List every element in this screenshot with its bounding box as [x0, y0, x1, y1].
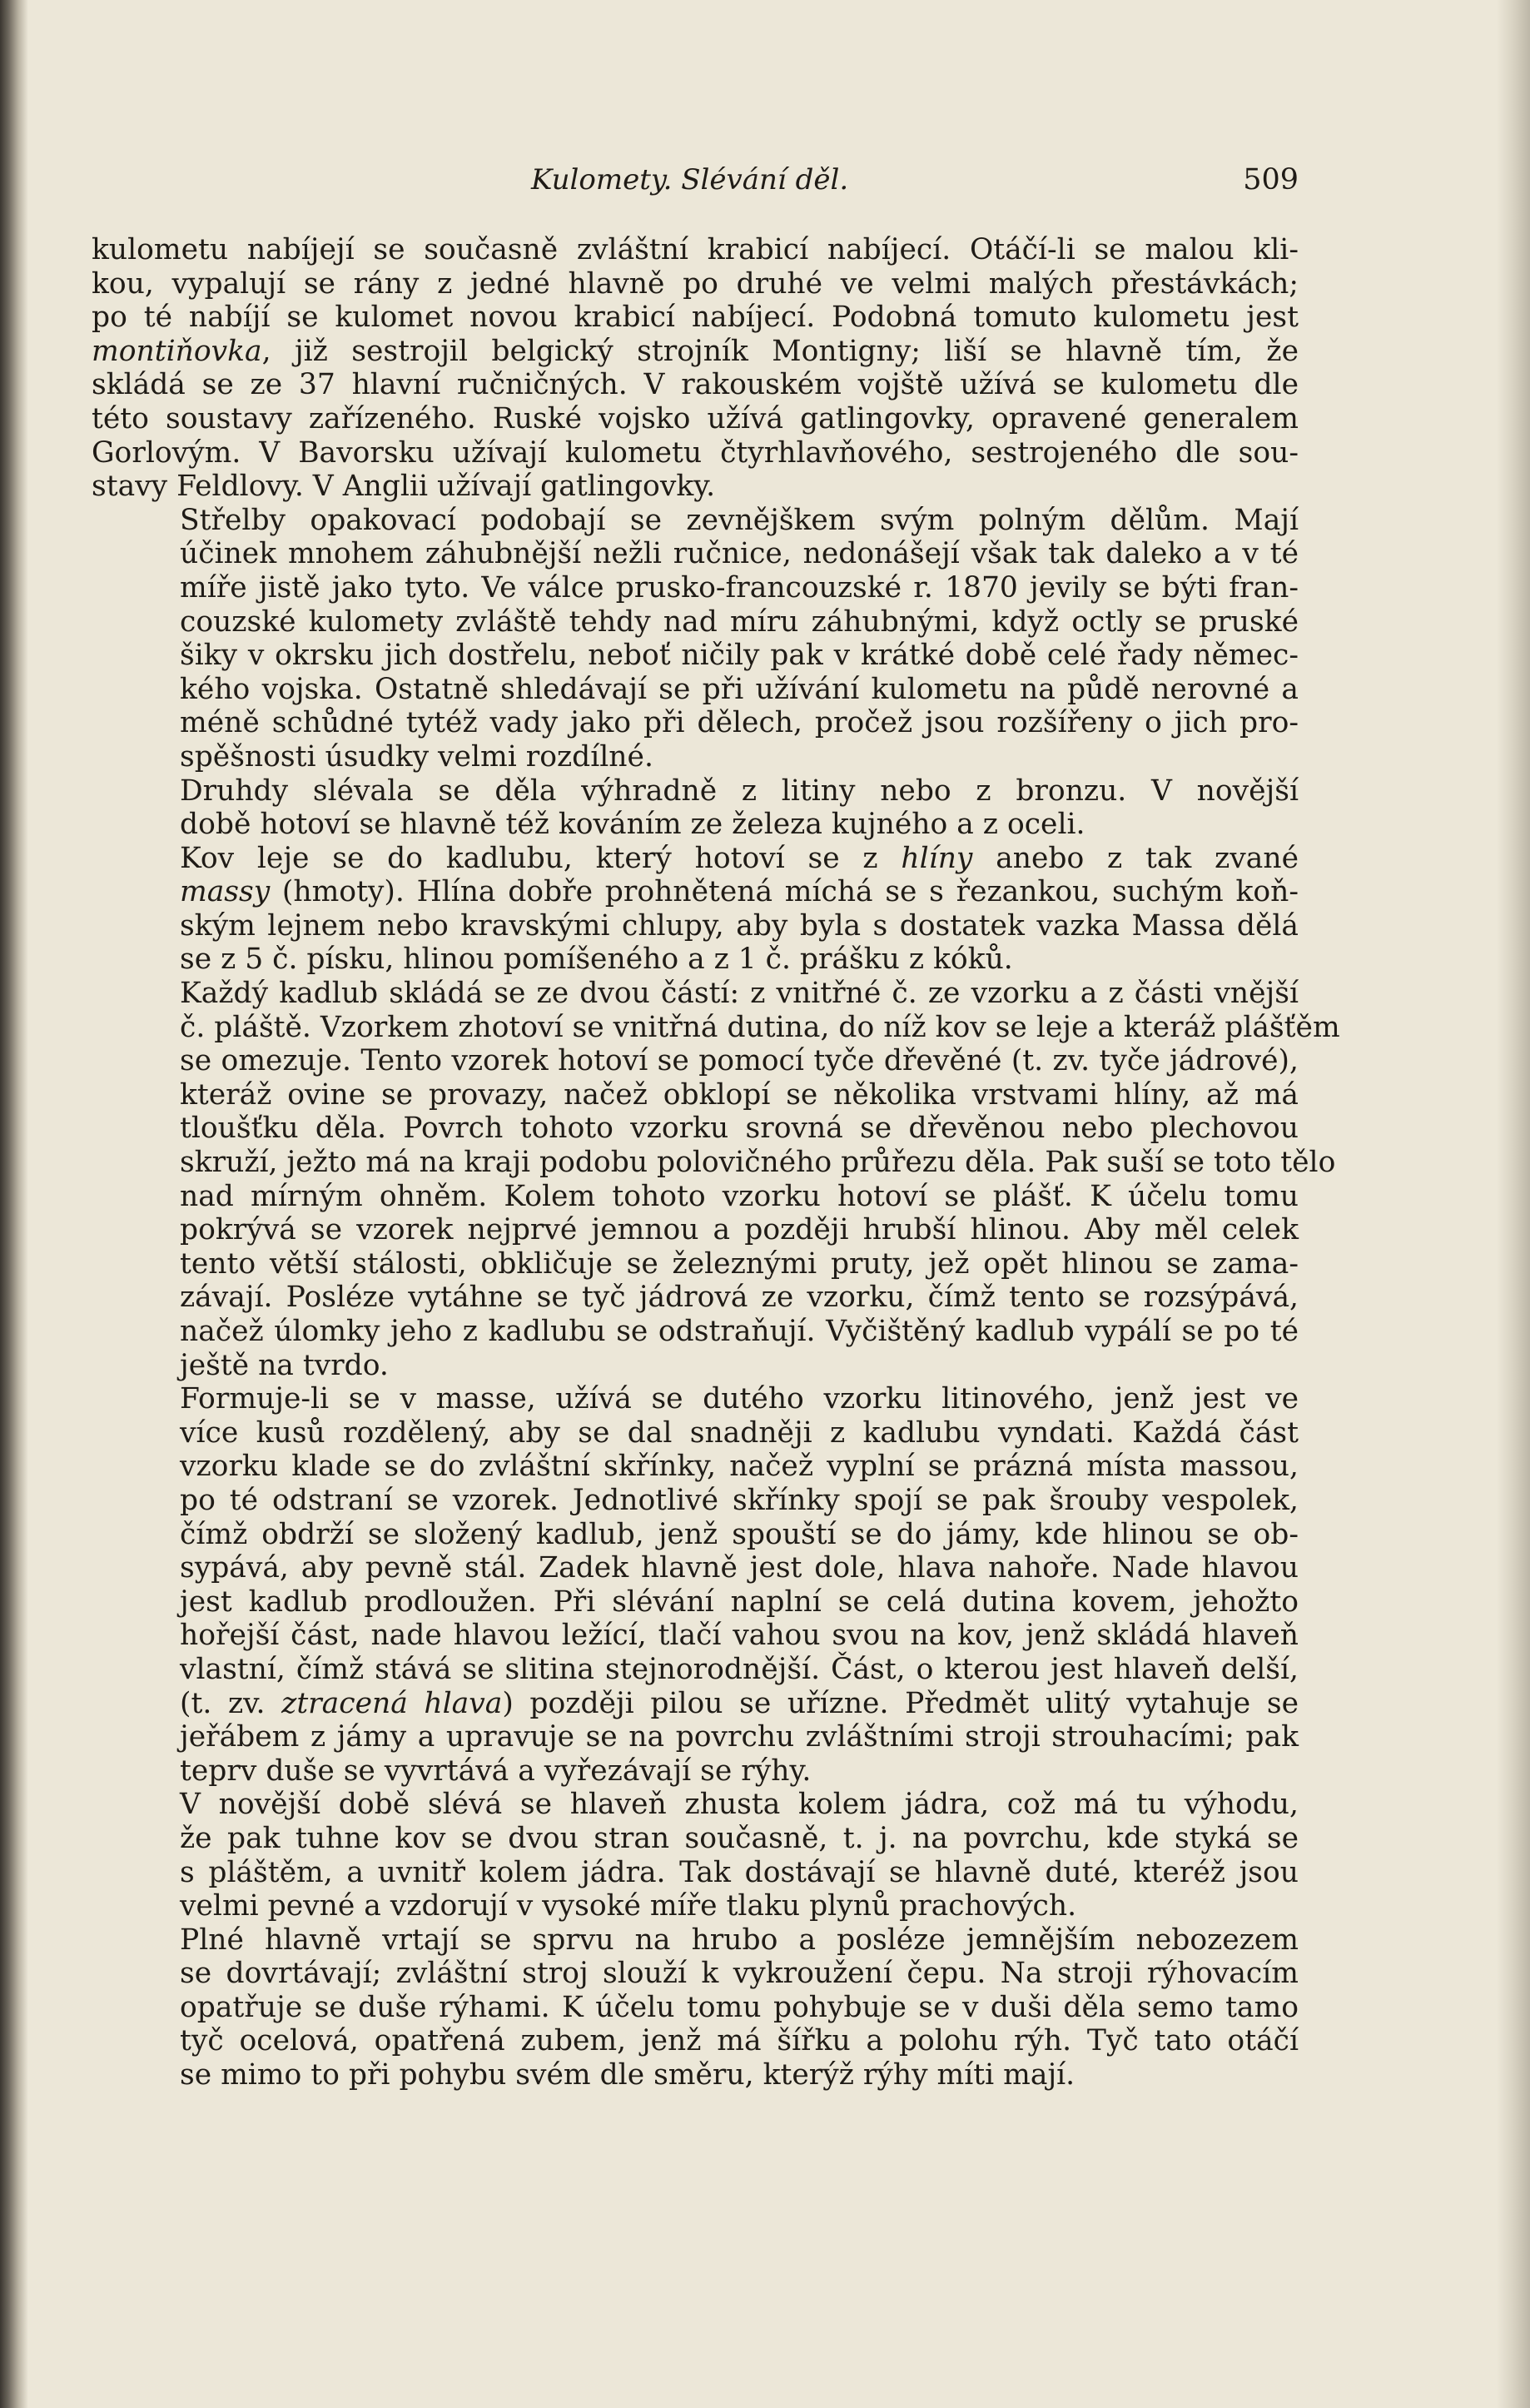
paragraph [92, 977, 1340, 1382]
text-run: ještě na tvrdo. [180, 1348, 389, 1382]
text-run: stavy Feldlovy. V Anglii užívají gatlingovky. [92, 470, 716, 504]
text-line [92, 1653, 1299, 1687]
text-line [92, 436, 1299, 470]
text-line [92, 1957, 1299, 1991]
text-run: velmi pevné a vzdorují v vysoké míře tlaku plynů prachových. [180, 1889, 1077, 1923]
text-line [92, 808, 1299, 842]
text-run: se omezuje. Tento vzorek hotoví se pomocí tyče dřevěné (t. zv. tyče jádrové), [180, 1044, 1299, 1078]
text-line [92, 1484, 1299, 1518]
text-line [92, 639, 1299, 673]
text-run: vzorku klade se do zvláštní skřínky, načež vyplní se prázná místa massou, [180, 1450, 1299, 1484]
text-run: jest kadlub prodloužen. Při slévání naplní se celá dutina kovem, jehožto [180, 1585, 1299, 1619]
text-line [92, 673, 1299, 707]
text-run: vlastní, čímž stává se slitina stejnorodnější. Část, o kterou jest hlaveň delší, [180, 1652, 1299, 1686]
text-run: ským lejnem nebo kravskými chlupy, aby byla s dostatek vazka Massa dělá [180, 908, 1299, 943]
text-run: míře jistě jako tyto. Ve válce prusko-francouzské r. 1870 jevily se býti fran- [180, 570, 1299, 604]
paragraph [92, 1382, 1299, 1788]
running-head: Kulomety. Slévání děl. [531, 163, 849, 197]
text-run: ) později pilou se uřízne. Předmět ulitý vytahuje se [502, 1686, 1299, 1720]
text-run: čímž obdrží se složený kadlub, jenž spouští se do jámy, kde hlinou se ob- [180, 1517, 1299, 1551]
text-run: teprv duše se vyvrtává a vyřezávají se rýhy. [180, 1754, 812, 1788]
text-run: s pláštěm, a uvnitř kolem jádra. Tak dostávají se hlavně duté, kteréž jsou [180, 1855, 1299, 1889]
text-run: že pak tuhne kov se dvou stran současně, t. j. na povrchu, kde styká se [180, 1821, 1299, 1855]
italic-term: massy [180, 875, 271, 909]
paragraph [92, 233, 1299, 504]
text-line [92, 1382, 1299, 1416]
text-line [92, 1416, 1299, 1450]
text-run: hořejší část, nade hlavou ležící, tlačí vahou svou na kov, jenž skládá hlaveň [180, 1619, 1299, 1653]
text-run: méně schůdné tytéž vady jako při dělech, pročež jsou rozšířeny o jich pro- [180, 706, 1299, 740]
text-run: závají. Posléze vytáhne se tyč jádrová ze vzorku, čímž tento se rozsýpává, [180, 1281, 1299, 1315]
text-line [92, 1687, 1299, 1721]
text-run: se dovrtávají; zvláštní stroj slouží k vykroužení čepu. Na stroji rýhovacím [180, 1957, 1299, 1991]
text-line [92, 774, 1299, 808]
text-line [92, 1010, 1340, 1045]
text-line [92, 2058, 1299, 2092]
paragraph [92, 1923, 1299, 2092]
text-run: Formuje-li se v masse, užívá se dutého vzorku litinového, jenž jest ve [180, 1382, 1299, 1416]
text-line [92, 1146, 1336, 1180]
page-binding-edge [0, 0, 28, 2408]
text-line [92, 1619, 1299, 1653]
text-line [92, 977, 1299, 1011]
text-line [92, 706, 1299, 740]
text-line [92, 504, 1299, 538]
text-run: skruží, ježto má na kraji podobu polovičného průřezu děla. Pak suší se toto tělo [180, 1146, 1336, 1180]
italic-term: montiňovka [92, 334, 262, 368]
text-run: kulometu nabíjejí se současně zvláštní krabicí nabíjecí. Otáčí-li se malou kli- [92, 233, 1299, 266]
text-run: sypává, aby pevně stál. Zadek hlavně jest dole, hlava nahoře. Nade hlavou [180, 1551, 1299, 1585]
text-run: Kov leje se do kadlubu, který hotoví se z [180, 841, 902, 875]
text-run: tyč ocelová, opatřená zubem, jenž má šířku a polohu rýh. Tyč tato otáčí [180, 2024, 1299, 2058]
text-line [92, 1822, 1299, 1856]
text-run: Plné hlavně vrtají se sprvu na hrubo a posléze jemnějším nebozezem [180, 1923, 1299, 1957]
text-line [92, 335, 1299, 369]
body-text [92, 233, 1340, 2092]
text-run: po té odstraní se vzorek. Jednotlivé skřínky spojí se pak šrouby vespolek, [180, 1483, 1299, 1517]
text-line [92, 842, 1299, 876]
text-run: couzské kulomety zvláště tehdy nad míru záhubnými, když octly se pruské [180, 604, 1299, 639]
text-run: (t. zv. [180, 1686, 282, 1720]
text-run: Každý kadlub skládá se ze dvou částí: z vnitřné č. ze vzorku a z části vnější [180, 977, 1299, 1011]
text-line [92, 470, 1299, 504]
text-line [92, 943, 1299, 977]
text-run: anebo z tak zvané [972, 841, 1299, 875]
text-run: po té nabíjí se kulomet novou krabicí nabíjecí. Podobná tomuto kulometu jest [92, 301, 1299, 335]
text-run: č. pláště. Vzorkem zhotoví se vnitřná dutina, do níž kov se leje a kteráž plášťěm [180, 1010, 1340, 1044]
text-run: kteráž ovine se provazy, načež obklopí se několika vrstvami hlíny, až má [180, 1077, 1299, 1112]
text-line [92, 1213, 1299, 1247]
italic-term: ztracená hlava [281, 1686, 503, 1720]
text-run: spěšnosti úsudky velmi rozdílné. [180, 739, 653, 774]
italic-term: hlíny [901, 841, 973, 875]
text-line [92, 1754, 1299, 1789]
text-run: načež úlomky jeho z kadlubu se odstraňují. Vyčištěný kadlub vypálí se po té [180, 1315, 1299, 1348]
text-line [92, 571, 1299, 605]
text-run: skládá se ze 37 hlavní ručničných. V rakouském vojště užívá se kulometu dle [92, 368, 1299, 402]
page-header [92, 163, 1299, 213]
text-line [92, 909, 1299, 943]
paragraph [92, 842, 1299, 977]
text-run: tento větší stálosti, obkličuje se železnými pruty, jež opět hlinou se zama- [180, 1246, 1299, 1281]
text-line [92, 1585, 1299, 1619]
text-line [92, 1078, 1299, 1112]
text-run: Druhdy slévala se děla výhradně z litiny nebo z bronzu. V novější [180, 774, 1299, 808]
text-run: , již sestrojil belgický strojník Montigny; liší se hlavně tím, že [261, 334, 1299, 368]
text-run: Střelby opakovací podobají se zevnějškem svým polným dělům. Mají [180, 503, 1299, 537]
text-line [92, 605, 1299, 639]
text-line [92, 1991, 1299, 2025]
text-line [92, 1247, 1299, 1281]
text-line [92, 1551, 1299, 1585]
text-line [92, 301, 1299, 335]
text-line [92, 1450, 1299, 1484]
text-line [92, 1889, 1299, 1923]
text-line [92, 740, 1299, 774]
text-run: nad mírným ohněm. Kolem tohoto vzorku hotoví se plášť. K účelu tomu [180, 1179, 1299, 1213]
text-run: opatřuje se duše rýhami. K účelu tomu pohybuje se v duši děla semo tamo [180, 1990, 1299, 2024]
text-run: této soustavy zařízeného. Ruské vojsko užívá gatlingovky, opravené generalem [92, 401, 1299, 435]
text-line [92, 537, 1299, 571]
text-line [92, 1518, 1299, 1552]
text-run: pokrývá se vzorek nejprvé jemnou a později hrubší hlinou. Aby měl celek [180, 1213, 1299, 1247]
paragraph [92, 1788, 1299, 1923]
text-line [92, 1788, 1299, 1822]
text-line [92, 368, 1299, 402]
text-line [92, 1281, 1299, 1315]
page-number: 509 [1243, 163, 1299, 197]
text-run: Gorlovým. V Bavorsku užívají kulometu čtyrhlavňového, sestrojeného dle sou- [92, 435, 1299, 470]
text-run: V novější době slévá se hlaveň zhusta kolem jádra, což má tu výhodu, [180, 1788, 1299, 1822]
page-right-edge [1497, 0, 1530, 2408]
text-line [92, 267, 1299, 301]
text-run: šiky v okrsku jich dostřelu, neboť ničily pak v krátké době celé řady němec- [180, 639, 1299, 673]
text-run: tloušťku děla. Povrch tohoto vzorku srovná se dřevěnou nebo plechovou [180, 1112, 1299, 1146]
text-line [92, 233, 1299, 267]
text-run: kého vojska. Ostatně shledávají se při užívání kulometu na půdě nerovné a [180, 672, 1299, 706]
text-line [92, 1349, 1299, 1383]
text-run: době hotoví se hlavně též kováním ze železa kujného a z oceli. [180, 808, 1085, 842]
text-line [92, 1923, 1299, 1958]
text-line [92, 1856, 1299, 1890]
text-run: se mimo to při pohybu svém dle směru, kterýž rýhy míti mají. [180, 2058, 1075, 2092]
text-line [92, 1720, 1299, 1754]
text-line [92, 1180, 1299, 1214]
text-line [92, 1112, 1299, 1146]
paragraph [92, 774, 1299, 842]
text-run: (hmoty). Hlína dobře prohnětená míchá se s řezankou, suchým koň- [270, 875, 1299, 909]
text-line [92, 402, 1299, 436]
text-line [92, 1044, 1299, 1078]
text-run: kou, vypalují se rány z jedné hlavně po druhé ve velmi malých přestávkách; [92, 266, 1299, 301]
text-run: jeřábem z jámy a upravuje se na povrchu zvláštními stroji strouhacími; pak [180, 1720, 1299, 1754]
text-run: účinek mnohem záhubnější nežli ručnice, nedonášejí však tak daleko a v té [180, 537, 1299, 571]
text-run: více kusů rozdělený, aby se dal snadněji z kadlubu vyndati. Každá část [180, 1415, 1299, 1450]
paragraph [92, 504, 1299, 774]
text-line [92, 2024, 1299, 2058]
text-run: se z 5 č. písku, hlinou pomíšeného a z 1 č. prášku z kóků. [180, 943, 1013, 977]
text-line [92, 875, 1299, 909]
text-line [92, 1315, 1299, 1349]
